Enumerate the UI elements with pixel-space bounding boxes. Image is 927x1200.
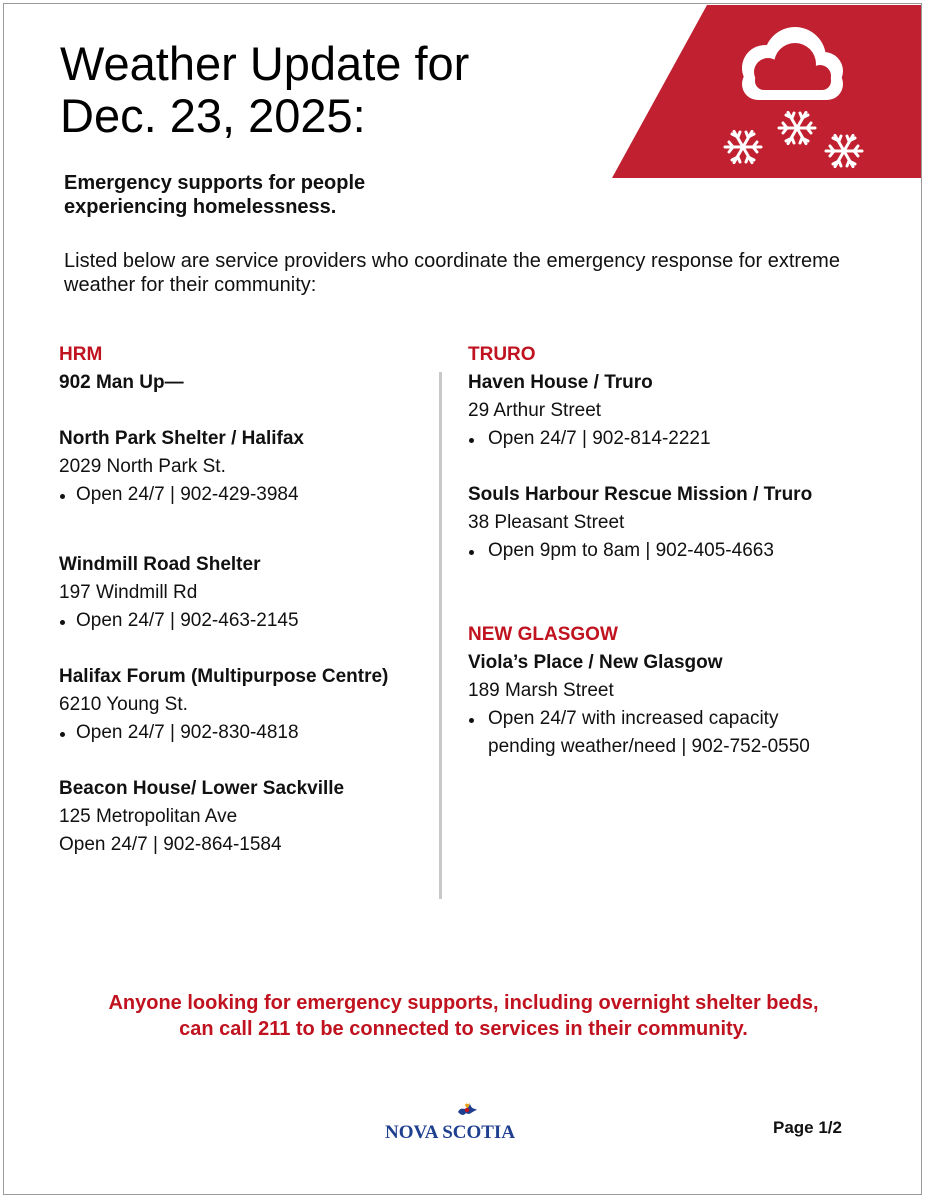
weather-banner (612, 5, 921, 178)
provider-name: North Park Shelter / Halifax (59, 428, 304, 449)
call-211-callout (40, 990, 887, 1042)
provider-block (468, 481, 888, 565)
provider-block (468, 369, 888, 453)
page-title (60, 38, 469, 142)
provider-block (468, 649, 888, 761)
provider-address: 189 Marsh Street (468, 680, 614, 701)
provider-address: 125 Metropolitan Ave (59, 806, 238, 827)
provider-block (59, 663, 429, 747)
provider-hours-line-1: Open 24/7 with increased capacity (488, 708, 779, 729)
provider-name: Haven House / Truro (468, 372, 653, 393)
region-heading-truro: TRURO (468, 344, 536, 365)
left-column (59, 341, 429, 859)
group-label: 902 Man Up— (59, 372, 184, 393)
provider-block (59, 775, 429, 859)
provider-name: Windmill Road Shelter (59, 554, 261, 575)
subtitle: Emergency supports for people experiencing homelessness. (64, 172, 366, 218)
provider-hours: Open 24/7 | 902-463-2145 (59, 607, 429, 635)
intro-text: Listed below are service providers who coordinate the emergency response for extreme weather for their community: (64, 250, 840, 296)
provider-name: Viola’s Place / New Glasgow (468, 652, 723, 673)
provider-hours: Open 9pm to 8am | 902-405-4663 (468, 537, 888, 565)
region-heading-hrm: HRM (59, 344, 103, 365)
provider-address: 6210 Young St. (59, 694, 188, 715)
provider-hours: Open 24/7 | 902-830-4818 (59, 719, 429, 747)
nova-scotia-logo (385, 1094, 541, 1146)
column-divider (439, 372, 442, 899)
provider-address: 2029 North Park St. (59, 456, 226, 477)
provider-name: Halifax Forum (Multipurpose Centre) (59, 666, 389, 687)
provider-hours: Open 24/7 | 902-814-2221 (468, 425, 888, 453)
title-line-1: Weather Update for (60, 37, 470, 90)
nova-scotia-logo-icon (455, 1098, 479, 1122)
logo-wordmark: NOVA SCOTIA (385, 1122, 516, 1143)
provider-address: 197 Windmill Rd (59, 582, 198, 603)
provider-hours (468, 705, 888, 761)
provider-block (59, 551, 429, 635)
callout-line-1: Anyone looking for emergency supports, including overnight shelter beds, (108, 992, 819, 1014)
provider-address: 38 Pleasant Street (468, 512, 625, 533)
provider-hours: Open 24/7 | 902-429-3984 (59, 481, 429, 509)
page-number: Page 1/2 (773, 1118, 842, 1137)
region-heading-new-glasgow: NEW GLASGOW (468, 624, 618, 645)
callout-line-2: can call 211 to be connected to services in their community. (179, 1018, 748, 1040)
provider-name: Beacon House/ Lower Sackville (59, 778, 345, 799)
provider-block (59, 425, 429, 509)
provider-address: 29 Arthur Street (468, 400, 602, 421)
provider-hours-line-2: pending weather/need | 902-752-0550 (488, 736, 810, 757)
right-column (468, 341, 888, 761)
title-line-2: Dec. 23, 2025: (60, 89, 366, 142)
provider-hours: Open 24/7 | 902-864-1584 (59, 834, 282, 855)
provider-name: Souls Harbour Rescue Mission / Truro (468, 484, 813, 505)
